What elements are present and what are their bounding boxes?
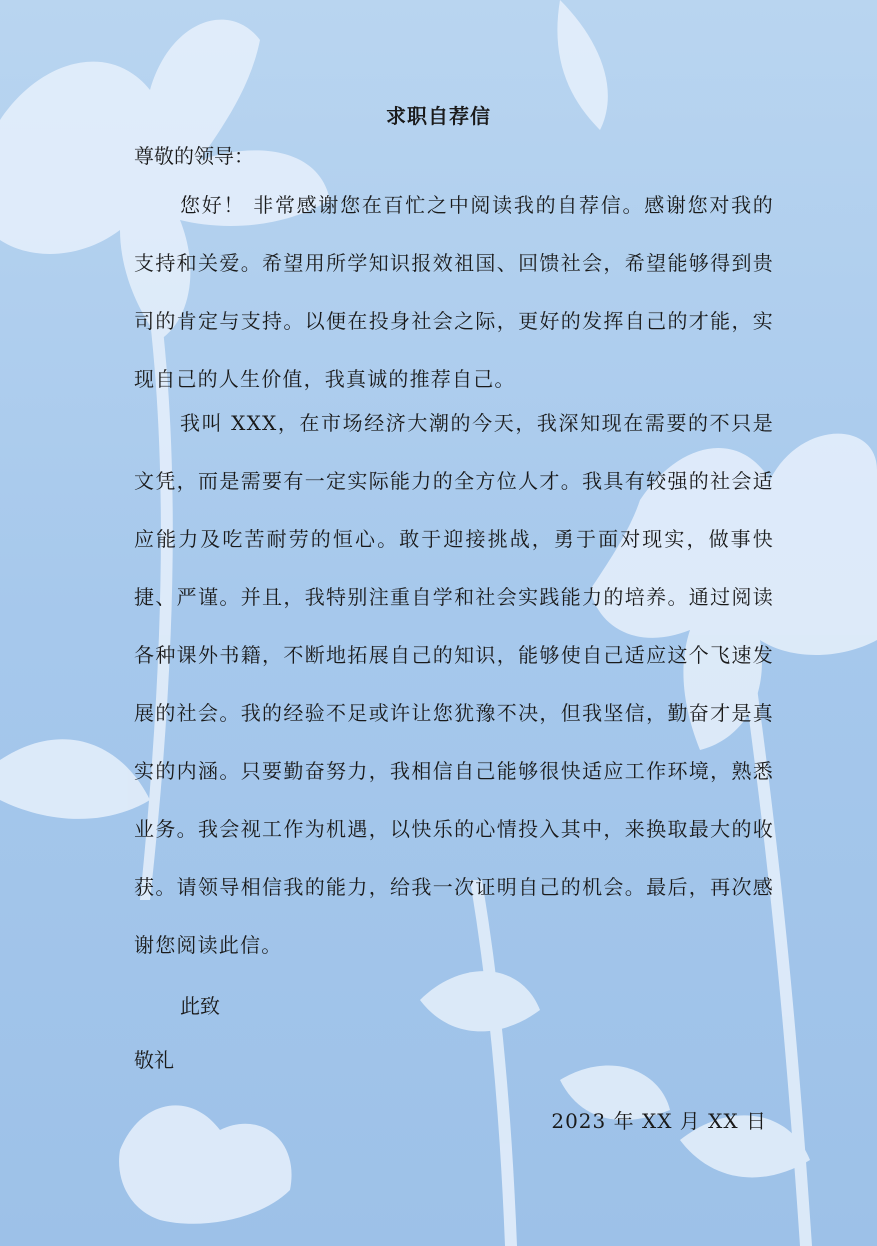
body-paragraph-2: 我叫 XXX，在市场经济大潮的今天，我深知现在需要的不只是文凭，而是需要有一定实际能力的全方位人才。我具有较强的社会适应能力及吃苦耐劳的恒心。敢于迎接挑战，勇于面对现实，做事快捷、严谨。并且，我特别注重自学和社会实践能力的培养。通过阅读各种课外书籍，不断地拓展自己的知识，能够使自己适应这个飞速发展的社会。我的经验不足或许让您犹豫不决，但我坚信，勤奋才是真实的内涵。只要勤奋努力，我相信自己能够很快适应工作环境，熟悉业务。我会视工作为机遇，以快乐的心情投入其中，来换取最大的收获。请领导相信我的能力，给我一次证明自己的机会。最后，再次感谢您阅读此信。: [134, 411, 774, 957]
letter-title: 求职自荐信: [386, 104, 491, 128]
closing-line-1: 此致: [180, 994, 220, 1018]
salutation: 尊敬的领导：: [134, 144, 254, 168]
letter-date: 2023 年 XX 月 XX 日: [551, 1109, 767, 1133]
body-paragraph-1: 您好！ 非常感谢您在百忙之中阅读我的自荐信。感谢您对我的支持和关爱。希望用所学知识报效祖国、回馈社会，希望能够得到贵司的肯定与支持。以便在投身社会之际，更好的发挥自己的才能，实现自己的人生价值，我真诚的推荐自己。: [134, 193, 774, 391]
closing-line-2: 敬礼: [134, 1048, 174, 1072]
